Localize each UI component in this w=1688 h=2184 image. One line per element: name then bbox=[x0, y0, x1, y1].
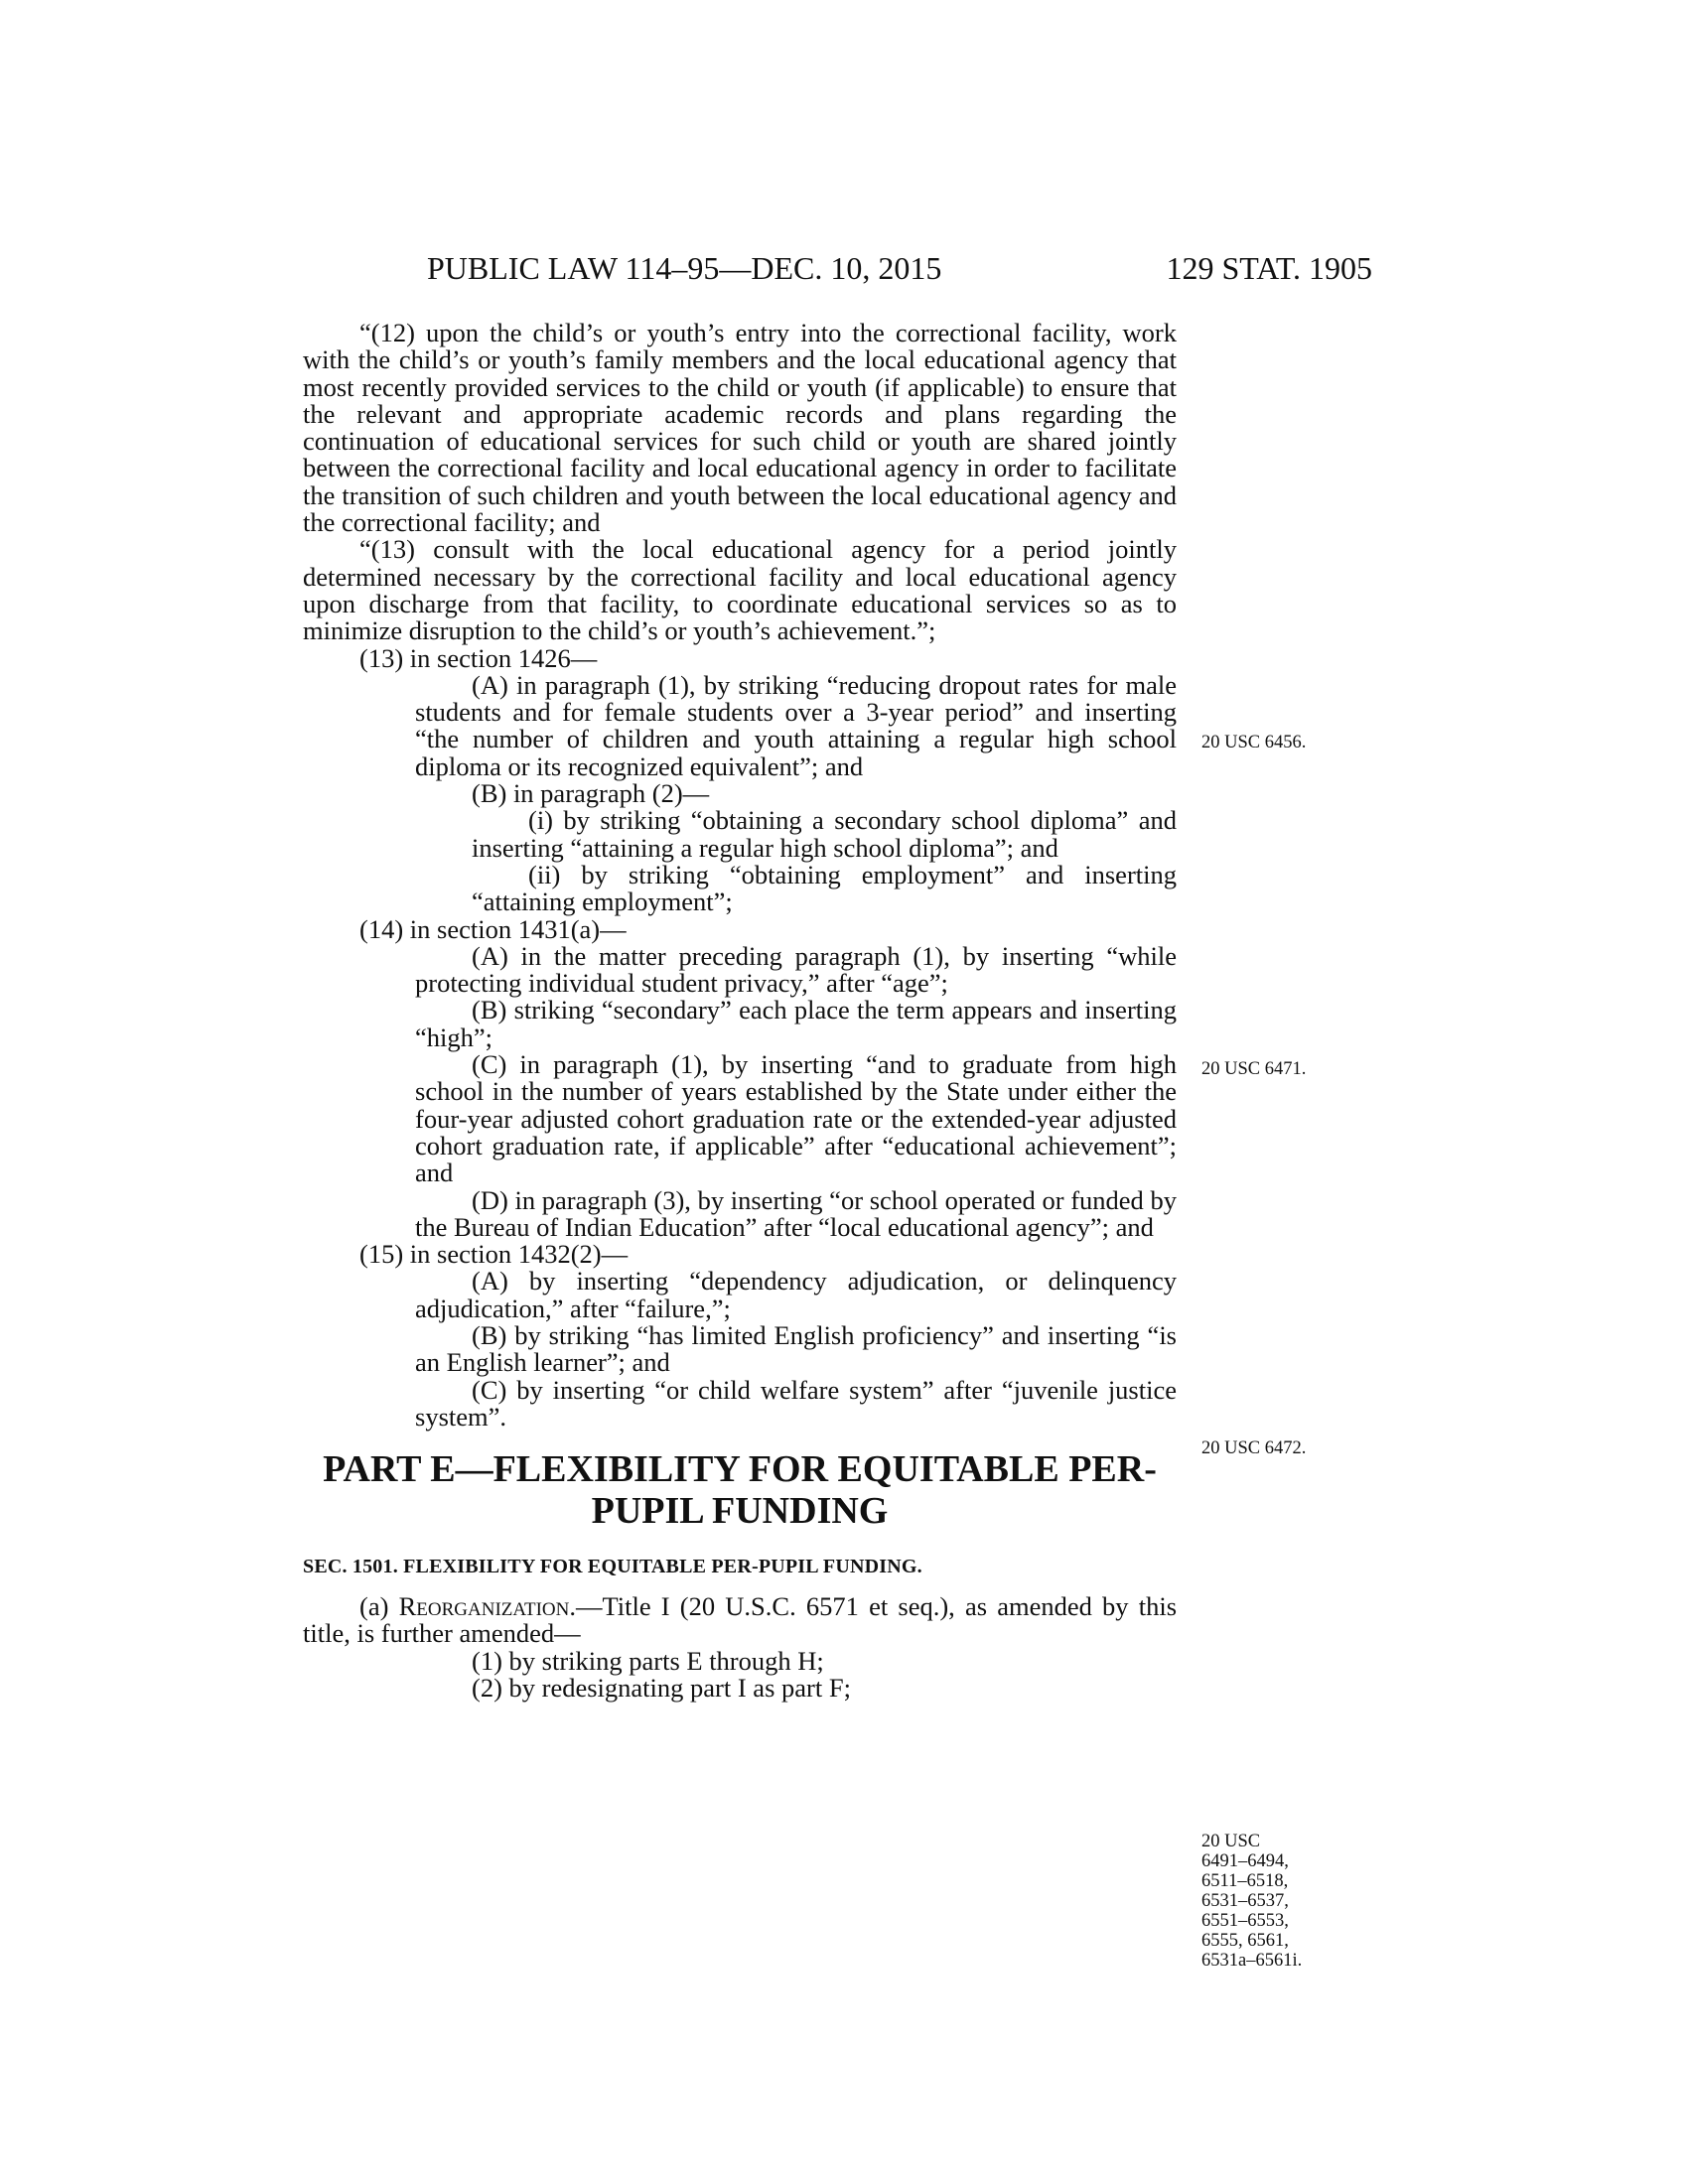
subsection-a-item-2: (2) by redesignating part I as part F; bbox=[472, 1673, 851, 1704]
margin-note-line: 6531a–6561i. bbox=[1201, 1951, 1303, 1971]
amendment-15-b: (B) by striking “has limited English proficiency” and inserting “is an English learner”; and bbox=[415, 1319, 1177, 1378]
amendment-14: (14) in section 1431(a)— bbox=[359, 913, 627, 944]
amendment-13-b-i: (i) by striking “obtaining a secondary school diploma” and inserting “attaining a regular high school diploma”; and bbox=[472, 805, 1177, 863]
document-body bbox=[303, 320, 1177, 1702]
paragraph-13: “(13) consult with the local educational agency for a period jointly determined necessary by the correctional facility and local educational agency upon discharge from that facility, to coordinate educational services so as to minimize disruption to the child’s or youth’s achievement.”; bbox=[303, 534, 1177, 646]
paragraph-12: “(12) upon the child’s or youth’s entry into the correctional facility, work with the child’s or youth’s family members and the local educational agency that most recently provided services to the child or youth (if applicable) to ensure that the relevant and appropriate academic records and plans regarding the continuation of educational services for such child or youth are shared jointly between the correctional facility and local educational agency in order to facilitate the transition of such children and youth between the local educational agency and the correctional facility; and bbox=[303, 318, 1177, 538]
margin-note-line: 6531–6537, bbox=[1201, 1891, 1289, 1911]
subsection-a-label: (a) bbox=[359, 1591, 389, 1622]
part-heading-line-2: PUPIL FUNDING bbox=[591, 1490, 889, 1533]
amendment-15-a: (A) by inserting “dependency adjudication, or delinquency adjudication,” after “failure,”; bbox=[415, 1266, 1177, 1323]
margin-note-usc-6456: 20 USC 6456. bbox=[1201, 733, 1307, 752]
page-header-title: PUBLIC LAW 114–95—DEC. 10, 2015 bbox=[427, 250, 942, 286]
margin-note-line: 20 USC bbox=[1201, 1832, 1261, 1851]
margin-note-line: 6551–6553, bbox=[1201, 1911, 1289, 1931]
amendment-15-c: (C) by inserting “or child welfare system” after “juvenile justice system”. bbox=[415, 1374, 1177, 1432]
amendment-14-c: (C) in paragraph (1), by inserting “and to graduate from high school in the number of years established by the State under either the four-year adjusted cohort graduation rate or the extended-year adjusted cohort graduation rate, if applicable” after “educational achievement”; and bbox=[415, 1049, 1177, 1188]
amendment-14-a: (A) in the matter preceding paragraph (1), by inserting “while protecting individual student privacy,” after “age”; bbox=[415, 940, 1177, 999]
amendment-13-a: (A) in paragraph (1), by striking “reducing dropout rates for male students and for female students over a 3-year period” and inserting “the number of children and youth attaining a regular high school diploma or its recognized equivalent”; and bbox=[415, 669, 1177, 781]
section-heading: SEC. 1501. FLEXIBILITY FOR EQUITABLE PER-PUPIL FUNDING. bbox=[303, 1556, 922, 1578]
margin-note-usc-multi bbox=[1201, 1832, 1302, 1971]
margin-note-usc-6471: 20 USC 6471. bbox=[1201, 1059, 1307, 1079]
margin-note-line: 6555, 6561, bbox=[1201, 1931, 1289, 1951]
margin-note-usc-6472: 20 USC 6472. bbox=[1201, 1438, 1307, 1458]
amendment-15: (15) in section 1432(2)— bbox=[359, 1239, 629, 1270]
page-header-stat: 129 STAT. 1905 bbox=[1166, 250, 1372, 286]
subsection-a-text: .—Title I (20 U.S.C. 6571 et seq.), as amended by this title, is further amended— bbox=[303, 1591, 1178, 1649]
amendment-13: (13) in section 1426— bbox=[359, 642, 598, 673]
subsection-a-item-1: (1) by striking parts E through H; bbox=[472, 1645, 824, 1676]
margin-note-line: 6491–6494, bbox=[1201, 1851, 1289, 1871]
amendment-14-d: (D) in paragraph (3), by inserting “or school operated or funded by the Bureau of Indian Education” after “local educational agency”; and bbox=[415, 1184, 1177, 1242]
amendment-13-b: (B) in paragraph (2)— bbox=[472, 778, 710, 809]
margin-note-line: 6511–6518, bbox=[1201, 1871, 1289, 1891]
amendment-14-b: (B) striking “secondary” each place the term appears and inserting “high”; bbox=[415, 995, 1177, 1052]
part-heading-line-1: PART E—FLEXIBILITY FOR EQUITABLE PER- bbox=[323, 1448, 1157, 1491]
subsection-a bbox=[303, 1593, 1177, 1648]
amendment-13-b-ii: (ii) by striking “obtaining employment” and inserting “attaining employment”; bbox=[472, 859, 1177, 917]
part-heading bbox=[303, 1448, 1177, 1532]
subsection-a-caption: Reorganization bbox=[398, 1591, 570, 1622]
